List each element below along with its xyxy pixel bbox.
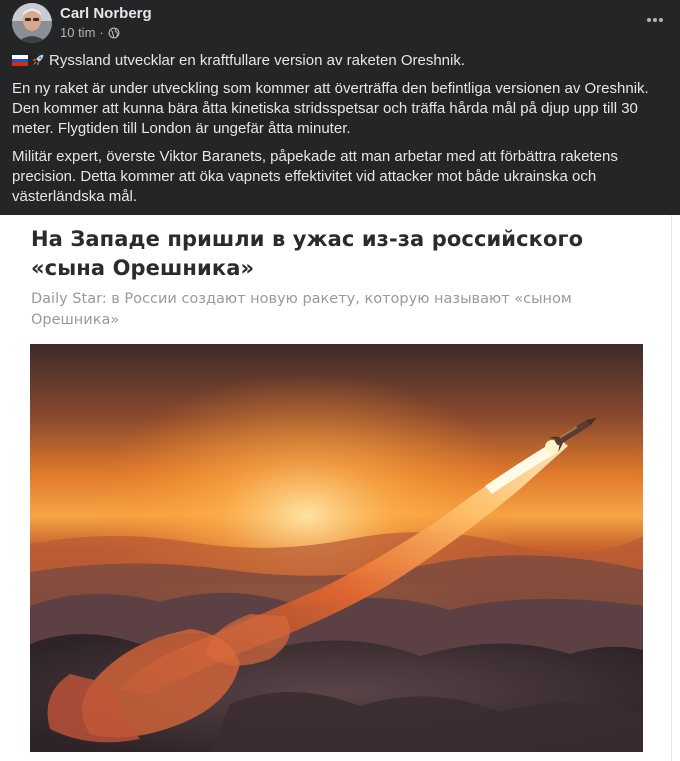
missile-photo xyxy=(30,344,643,752)
article-screenshot xyxy=(10,215,672,761)
post-meta xyxy=(60,25,120,40)
author-avatar[interactable] xyxy=(12,3,52,43)
post-paragraph-1: Ryssland utvecklar en kraftfullare version av raketen Oreshnik. xyxy=(49,52,466,69)
globe-icon[interactable] xyxy=(108,27,120,39)
article-subline: Daily Star: в России создают новую ракету, которую называют «сыном Орешника» xyxy=(31,291,572,328)
meta-separator: · xyxy=(99,25,104,40)
author-name[interactable]: Carl Norberg xyxy=(60,5,152,22)
article-headline: На Западе пришли в ужас из-за российского «сына Орешника» xyxy=(31,227,584,280)
post-timestamp[interactable]: 10 tim xyxy=(60,25,96,40)
post-text xyxy=(12,51,664,215)
missile-launch-image xyxy=(30,344,643,752)
post-paragraph-3: Militär expert, överste Viktor Baranets, påpekade att man arbetar med att förbättra raketens precision. Detta kommer att öka vapnets effektivitet vid attacker mot både ukrainska och västerländska mål. xyxy=(12,148,618,205)
shared-image[interactable] xyxy=(0,215,680,761)
post-paragraph xyxy=(12,51,664,71)
more-options-button[interactable] xyxy=(642,7,668,33)
more-options-icon xyxy=(645,10,665,30)
russian-flag-icon xyxy=(12,55,28,66)
post-header xyxy=(10,3,670,43)
rocket-icon xyxy=(30,53,46,67)
avatar-image xyxy=(12,3,52,43)
post-paragraph-2: En ny raket är under utveckling som kommer att överträffa den befintliga versionen av Oreshnik. Den kommer att kunna bära åtta kinetiska stridsspetsar och träffa hårda mål på djup upp till 30 meter. Flygtiden till London är ungefär åtta minuter. xyxy=(12,80,649,137)
